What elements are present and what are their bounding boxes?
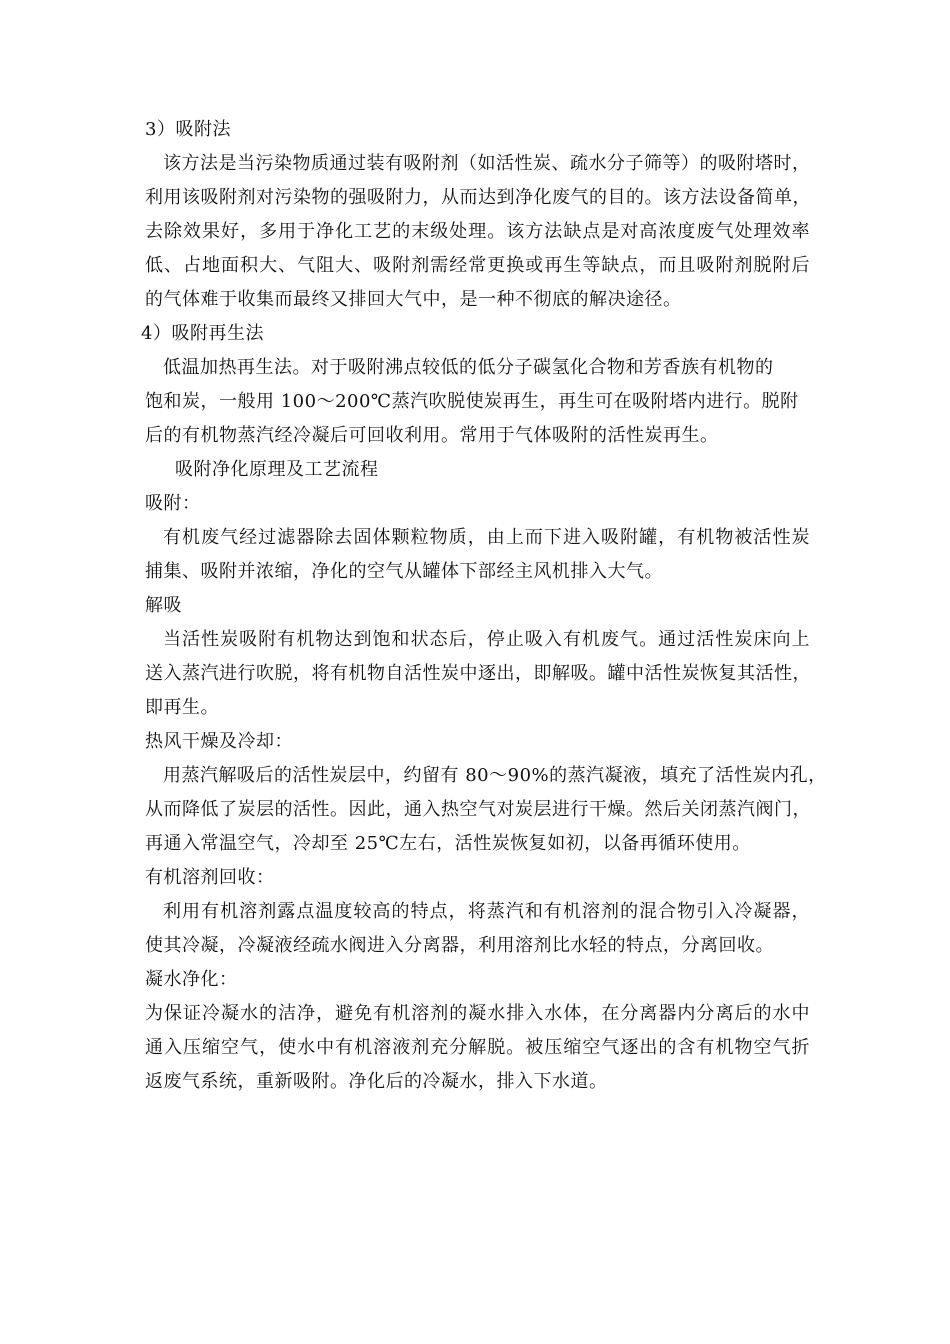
paragraph-line: 从而降低了炭层的活性。因此，通入热空气对炭层进行干燥。然后关闭蒸汽阀门，: [145, 799, 811, 820]
paragraph-line: 用蒸汽解吸后的活性炭层中，约留有 80～90%的蒸汽凝液，填充了活性炭内孔，: [163, 765, 827, 786]
paragraph-line: 低温加热再生法。对于吸附沸点较低的低分子碳氢化合物和芳香族有机物的: [163, 357, 774, 378]
paragraph-line: 捕集、吸附并浓缩，净化的空气从罐体下部经主风机排入大气。: [145, 561, 663, 582]
paragraph-line: 为保证冷凝水的洁净，避免有机溶剂的凝水排入水体，在分离器内分离后的水中: [145, 1003, 810, 1024]
paragraph-line: 返废气系统，重新吸附。净化后的冷凝水，排入下水道。: [145, 1071, 608, 1092]
paragraph-line: 送入蒸汽进行吹脱，将有机物自活性炭中逐出，即解吸。罐中活性炭恢复其活性，: [145, 663, 811, 684]
paragraph-line: 饱和炭，一般用 100～200℃蒸汽吹脱使炭再生，再生可在吸附塔内进行。脱附: [145, 391, 799, 412]
section-heading-adsorption-method: 3）吸附法: [145, 119, 231, 140]
paragraph-line: 低、占地面积大、气阻大、吸附剂需经常更换或再生等缺点，而且吸附剂脱附后: [145, 255, 810, 276]
paragraph-line: 即再生。: [145, 697, 219, 718]
paragraph-line: 利用该吸附剂对污染物的强吸附力，从而达到净化废气的目的。该方法设备简单，: [145, 187, 811, 208]
section-heading-solvent-recovery: 有机溶剂回收：: [145, 867, 275, 888]
section-heading-adsorption-regeneration: 4）吸附再生法: [141, 323, 264, 344]
section-heading-adsorption: 吸附：: [145, 493, 201, 514]
paragraph-line: 去除效果好，多用于净化工艺的末级处理。该方法缺点是对高浓度废气处理效率: [145, 221, 810, 242]
paragraph-line: 使其冷凝，冷凝液经疏水阀进入分离器，利用溶剂比水轻的特点，分离回收。: [145, 935, 774, 956]
document-body: [141, 113, 827, 1099]
paragraph-line: 的气体难于收集而最终又排回大气中，是一种不彻底的解决途径。: [145, 289, 682, 310]
section-heading-principle-process: 吸附净化原理及工艺流程: [175, 459, 379, 480]
paragraph-line: 再通入常温空气，冷却至 25℃左右，活性炭恢复如初，以备再循环使用。: [145, 833, 751, 854]
paragraph-line: 后的有机物蒸汽经冷凝后可回收利用。常用于气体吸附的活性炭再生。: [145, 425, 719, 446]
paragraph-line: 通入压缩空气，使水中有机溶液剂充分解脱。被压缩空气逐出的含有机物空气折: [145, 1037, 810, 1058]
section-heading-desorption: 解吸: [145, 595, 182, 616]
paragraph-line: 利用有机溶剂露点温度较高的特点，将蒸汽和有机溶剂的混合物引入冷凝器，: [163, 901, 810, 922]
paragraph-line: 有机废气经过滤器除去固体颗粒物质，由上而下进入吸附罐，有机物被活性炭: [163, 527, 810, 548]
section-heading-water-purification: 凝水净化：: [145, 969, 238, 990]
paragraph-line: 该方法是当污染物质通过装有吸附剂（如活性炭、疏水分子筛等）的吸附塔时，: [163, 153, 811, 174]
paragraph-line: 当活性炭吸附有机物达到饱和状态后，停止吸入有机废气。通过活性炭床向上: [163, 629, 810, 650]
section-heading-drying-cooling: 热风干燥及冷却：: [145, 731, 293, 752]
